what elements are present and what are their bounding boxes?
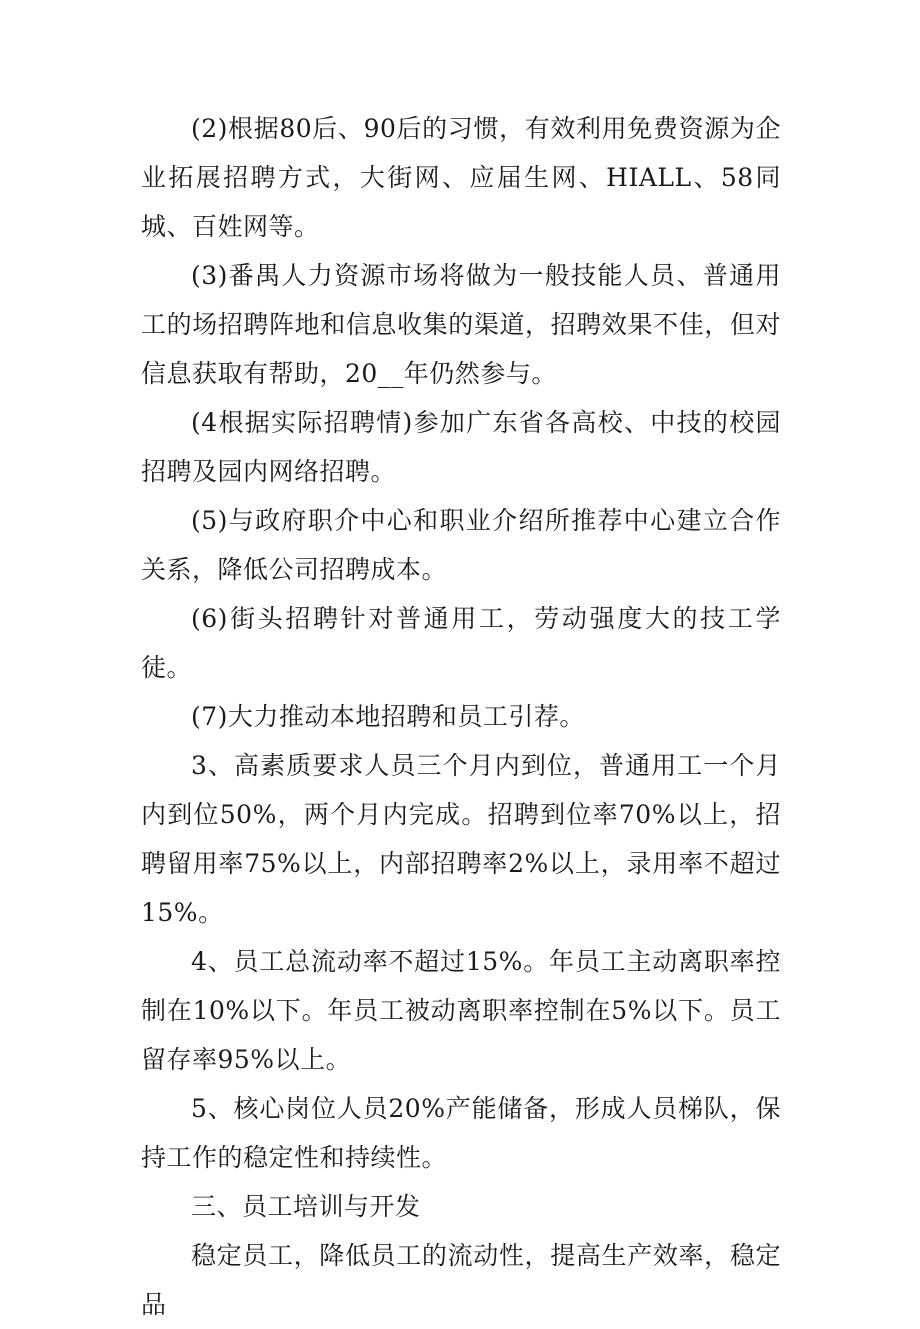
paragraph-6: (6)街头招聘针对普通用工，劳动强度大的技工学徒。 [141,604,781,682]
paragraph-7: (7)大力推动本地招聘和员工引荐。 [191,702,585,731]
paragraph-4: (4根据实际招聘情)参加广东省各高校、中技的校园招聘及园内网络招聘。 [141,408,781,486]
paragraph-5: (5)与政府职介中心和职业介绍所推荐中心建立合作关系，降低公司招聘成本。 [141,506,781,584]
paragraph-training-intro: 稳定员工，降低员工的流动性，提高生产效率，稳定品 [141,1241,781,1319]
document-body [141,104,781,1329]
paragraph-item-5: 5、核心岗位人员20%产能储备，形成人员梯队，保持工作的稳定性和持续性。 [141,1094,781,1172]
section-heading: 三、员工培训与开发 [191,1192,421,1221]
paragraph-item-3: 3、高素质要求人员三个月内到位，普通用工一个月内到位50%，两个月内完成。招聘到位率70%以上，招聘留用率75%以上，内部招聘率2%以上，录用率不超过15%。 [141,751,781,927]
paragraph-item-4: 4、员工总流动率不超过15%。年员工主动离职率控制在10%以下。年员工被动离职率控制在5%以下。员工留存率95%以上。 [141,947,781,1074]
paragraph-3: (3)番禺人力资源市场将做为一般技能人员、普通用工的场招聘阵地和信息收集的渠道，招聘效果不佳，但对信息获取有帮助，20__年仍然参与。 [141,261,781,388]
paragraph-2: (2)根据80后、90后的习惯，有效利用免费资源为企业拓展招聘方式，大街网、应届生网、HIALL、58同城、百姓网等。 [141,114,781,241]
